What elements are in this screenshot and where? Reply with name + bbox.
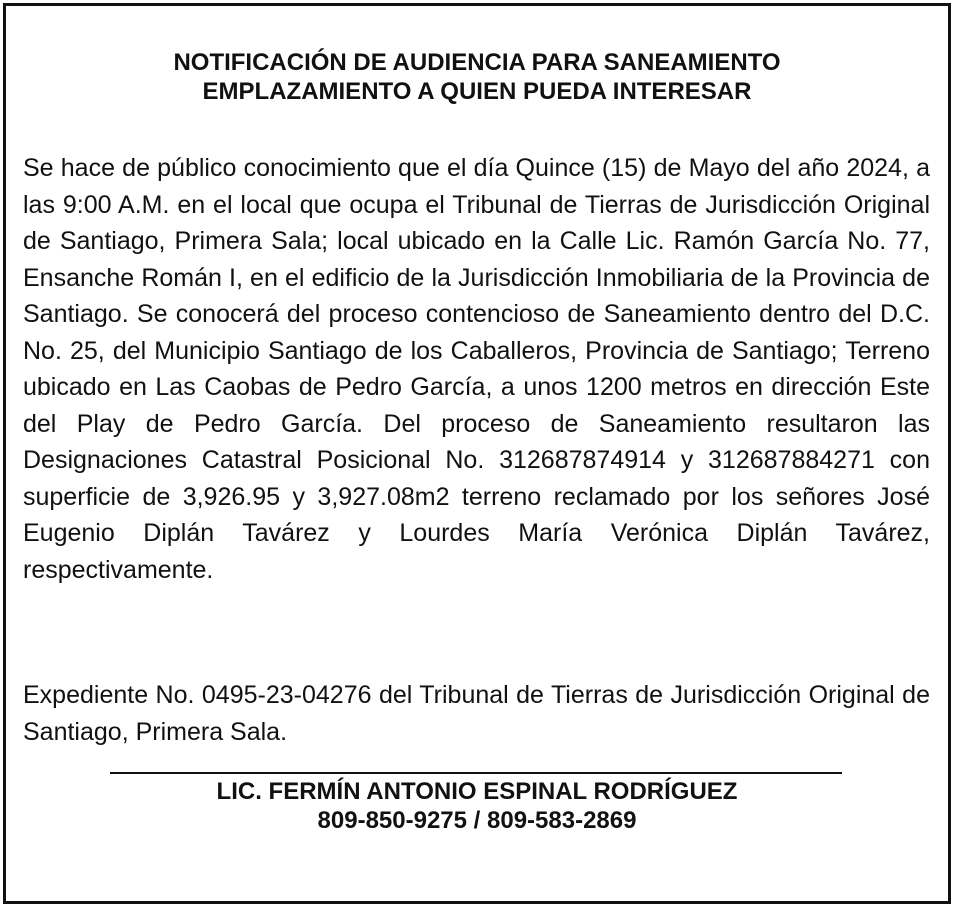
title-line-1: NOTIFICACIÓN DE AUDIENCIA PARA SANEAMIENTO bbox=[173, 49, 781, 76]
notice-title bbox=[6, 48, 948, 106]
notice-body-paragraph: Se hace de público conocimiento que el día Quince (15) de Mayo del año 2024, a las 9:00 A.M. en el local que ocupa el Tribunal de Tierras de Jurisdicción Original de Santiago, Primera Sala; local ubicado en la Calle Lic. Ramón García No. 77, Ensanche Román I, en el edificio de la Jurisdicción Inmobiliaria de la Provincia de Santiago. Se conocerá del proceso contencioso de Saneamiento dentro del D.C. No. 25, del Municipio Santiago de los Caballeros, Provincia de Santiago; Terreno ubicado en Las Caobas de Pedro García, a unos 1200 metros en dirección Este del Play de Pedro García. Del proceso de Saneamiento resultaron las Designaciones Catastral Posicional No. 312687874914 y 312687884271 con superficie de 3,926.95 y 3,927.08m2 terreno reclamado por los señores José Eugenio Diplán Tavárez y Lourdes María Verónica Diplán Tavárez, respectivamente. bbox=[23, 154, 930, 584]
signature-line bbox=[110, 772, 842, 774]
signer-block bbox=[6, 777, 948, 835]
title-line-2: EMPLAZAMIENTO A QUIEN PUEDA INTERESAR bbox=[202, 78, 752, 105]
legal-notice bbox=[3, 3, 951, 904]
signer-phones: 809-850-9275 / 809-583-2869 bbox=[317, 807, 637, 834]
signer-name: LIC. FERMÍN ANTONIO ESPINAL RODRÍGUEZ bbox=[216, 778, 738, 805]
case-file-paragraph: Expediente No. 0495-23-04276 del Tribunal de Tierras de Jurisdicción Original de Santiago, Primera Sala. bbox=[23, 681, 930, 746]
